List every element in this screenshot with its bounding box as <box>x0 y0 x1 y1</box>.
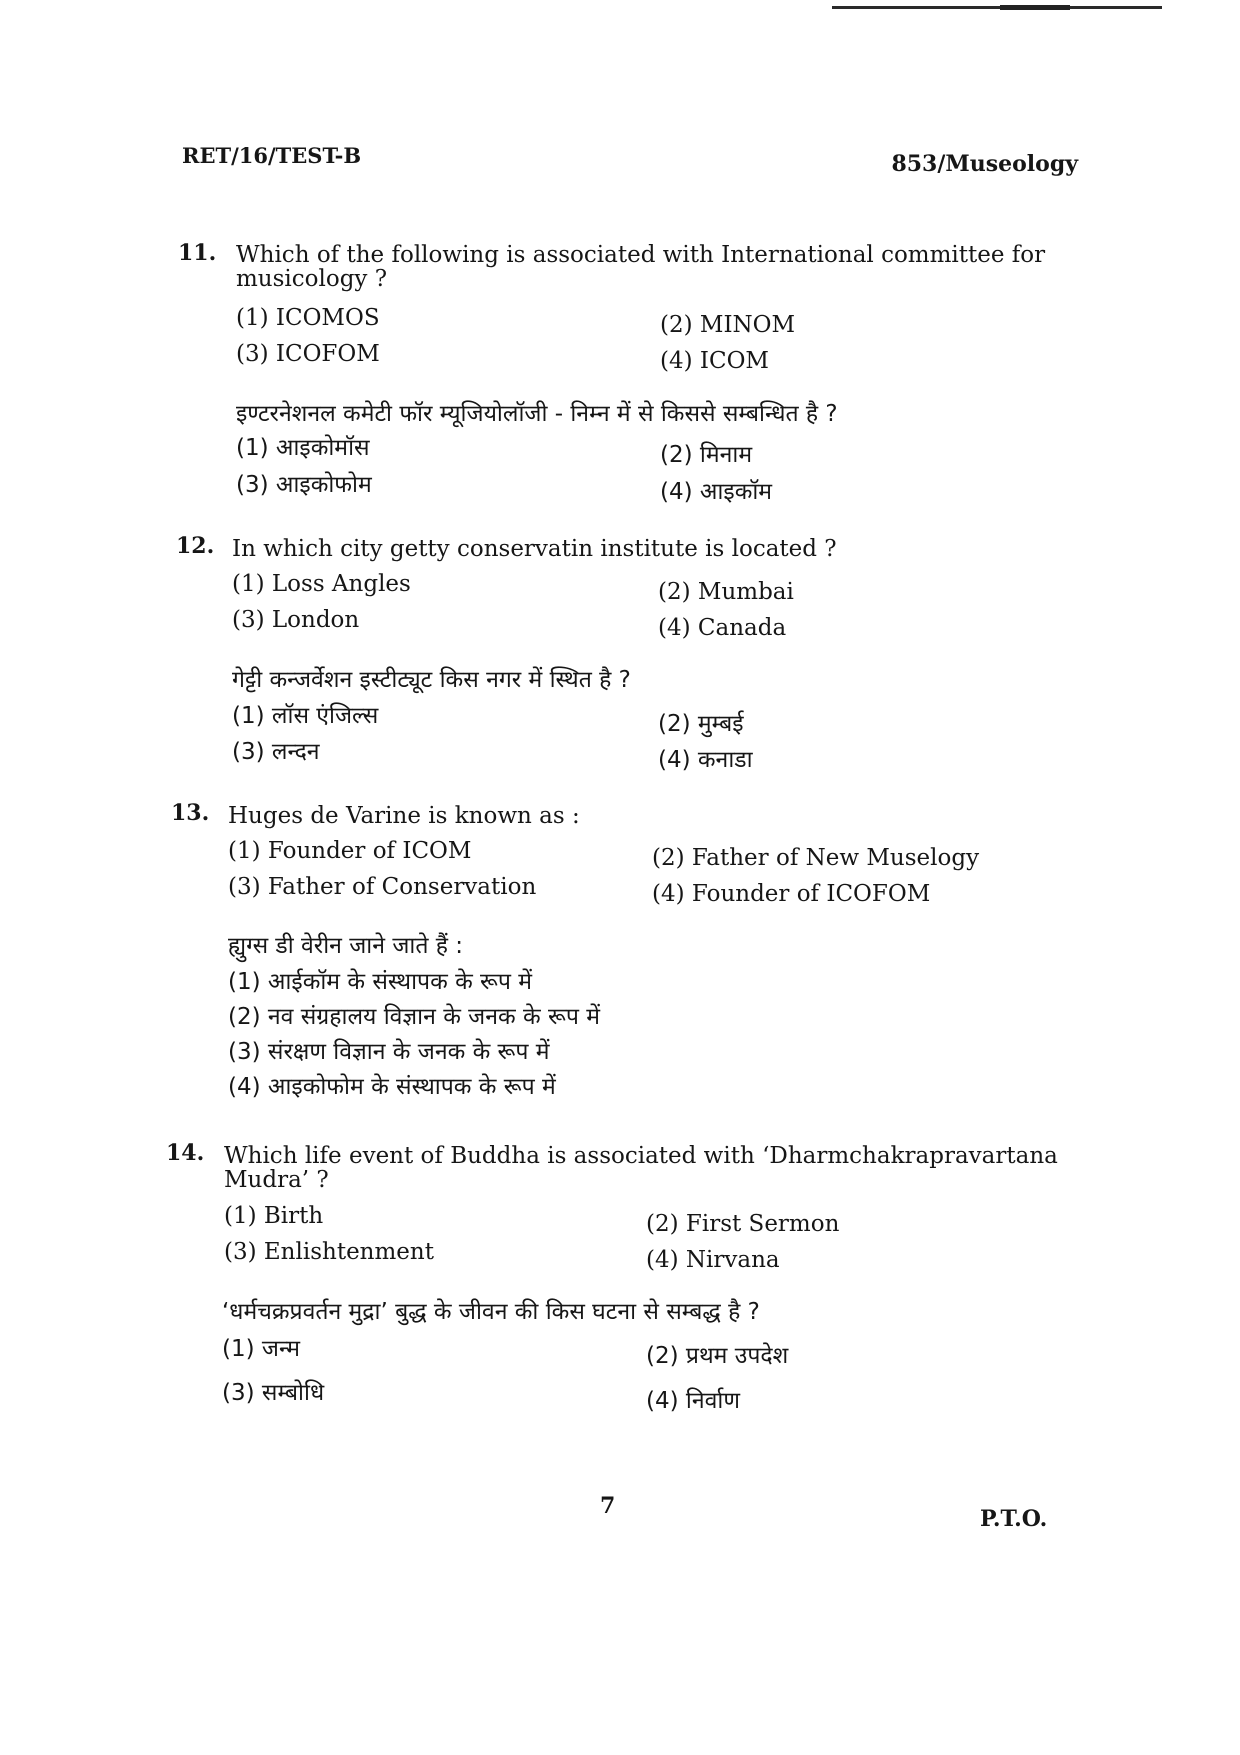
option-1: (1) Founder of ICOM <box>228 838 472 864</box>
hindi-option-1: (1) आईकॉम के संस्थापक के रूप में <box>228 969 533 995</box>
hindi-option-2: (2) प्रथम उपदेश <box>646 1343 789 1369</box>
option-3: (3) Father of Conservation <box>228 874 537 900</box>
page-number: 7 <box>600 1493 616 1519</box>
option-1: (1) Birth <box>224 1203 324 1229</box>
option-2: (2) MINOM <box>660 312 796 338</box>
hindi-question-text: गेट्टी कन्जर्वेशन इस्टीट्यूट किस नगर में स्थित है ? <box>232 667 631 693</box>
option-3: (3) ICOFOM <box>236 341 380 367</box>
hindi-option-3: (3) लन्दन <box>232 739 320 765</box>
hindi-option-2: (2) मिनाम <box>660 442 753 468</box>
option-2: (2) Mumbai <box>658 579 794 605</box>
question-text: Which of the following is associated with International committee for musicology ? <box>236 242 1046 292</box>
hindi-option-3: (3) संरक्षण विज्ञान के जनक के रूप में <box>228 1039 550 1065</box>
option-4: (4) Canada <box>658 615 787 641</box>
hindi-option-4: (4) निर्वाण <box>646 1388 740 1414</box>
question-number: 14. <box>166 1140 205 1166</box>
option-3: (3) Enlishtenment <box>224 1239 434 1265</box>
hindi-option-1: (1) लॉस एंजिल्स <box>232 703 379 729</box>
hindi-option-4: (4) आइकॉम <box>660 479 773 505</box>
hindi-question-text: ह्युग्स डी वेरीन जाने जाते हैं : <box>228 933 464 959</box>
option-3: (3) London <box>232 607 360 633</box>
pto-label: P.T.O. <box>980 1506 1048 1532</box>
hindi-option-2: (2) मुम्बई <box>658 711 744 737</box>
question-text: Huges de Varine is known as : <box>228 803 580 829</box>
subject-code: 853/Museology <box>891 151 1078 177</box>
question-text: In which city getty conservatin institute is located ? <box>232 536 837 562</box>
option-4: (4) Nirvana <box>646 1247 780 1273</box>
question-number: 11. <box>178 240 217 266</box>
hindi-option-4: (4) कनाडा <box>658 747 753 773</box>
question-number: 12. <box>176 533 215 559</box>
hindi-option-4: (4) आइकोफोम के संस्थापक के रूप में <box>228 1074 556 1100</box>
hindi-option-3: (3) आइकोफोम <box>236 472 372 498</box>
top-scan-line <box>832 6 1162 9</box>
option-4: (4) Founder of ICOFOM <box>652 881 931 907</box>
question-text: Which life event of Buddha is associated with ‘Dharmchakrapravartana Mudra’ ? <box>224 1143 1058 1193</box>
hindi-option-1: (1) आइकोमॉस <box>236 435 370 461</box>
hindi-option-2: (2) नव संग्रहालय विज्ञान के जनक के रूप में <box>228 1004 600 1030</box>
top-scan-mark <box>1000 5 1070 10</box>
hindi-question-text: इण्टरनेशनल कमेटी फॉर म्यूजियोलॉजी - निम्न में से किससे सम्बन्धित है ? <box>236 401 838 427</box>
hindi-option-3: (3) सम्बोधि <box>222 1380 325 1406</box>
option-1: (1) Loss Angles <box>232 571 411 597</box>
option-2: (2) Father of New Muselogy <box>652 845 980 871</box>
hindi-question-text: ‘धर्मचक्रप्रवर्तन मुद्रा’ बुद्ध के जीवन की किस घटना से सम्बद्ध है ? <box>222 1299 760 1325</box>
option-2: (2) First Sermon <box>646 1211 840 1237</box>
hindi-option-1: (1) जन्म <box>222 1336 301 1362</box>
paper-code: RET/16/TEST-B <box>182 143 362 168</box>
option-4: (4) ICOM <box>660 348 769 374</box>
question-number: 13. <box>171 800 210 826</box>
option-1: (1) ICOMOS <box>236 305 380 331</box>
